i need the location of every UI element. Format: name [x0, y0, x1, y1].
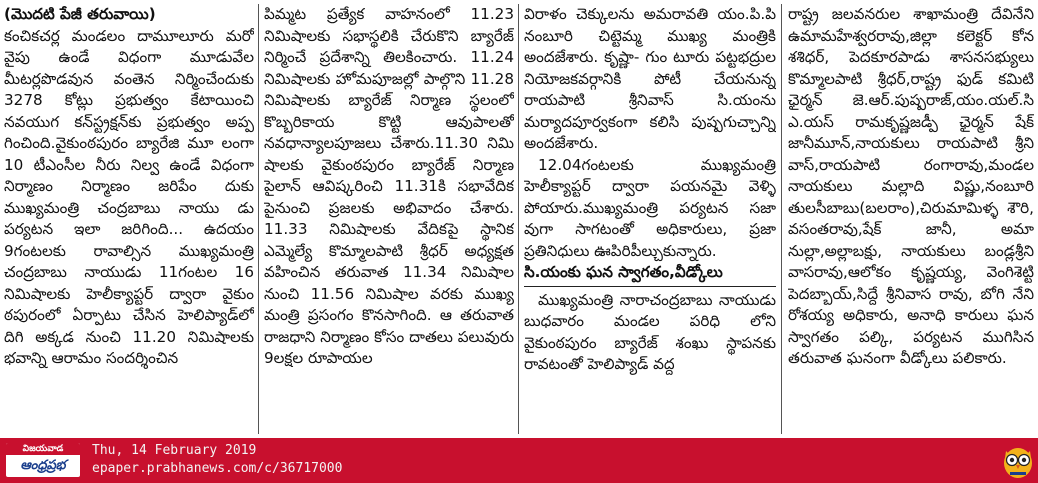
epaper-footer-bar — [0, 438, 1038, 483]
article-paragraph: ముఖ్యమంత్రి నారాచంద్రబాబు నాయుడు బుధవారం మండల పరిధి లోని వైకుంఠపురం బ్యారేజ్ శంఖు స్థాపనకు రావటంతో హెలిప్యాడ్ వద్ద — [524, 290, 776, 373]
article-paragraph: కంచికచర్ల మండలం దామూలూరు మరో వైపు ఉండే విధంగా మూడువేల మీటర్లపొడవున వంతెన నిర్మించేందుకు 3278 కోట్లు ప్రభుత్వం కేటాయించి నవయుగ కన్‌స్ట్రక్షన్‌కు ప్రభుత్వం అప్ప గించింది.వైకుంఠపురం బ్యారేజి మూ లంగా 10 టీఎంసీల నీరు నిల్వ ఉండే విధంగా నిర్మాణం నిర్మాణం జరిపేం దుకు ముఖ్యమంత్రి చంద్రబాబు నాయు డు పర్యటన ఇలా జరిగింది... ఉదయం 9గంటలకు రావాల్సిన ముఖ్యమంత్రి చంద్రబాబు నాయుడు 11గంటల 16 నిమిషాలకు హెలీక్యాప్టర్ ద్వారా వైకుం ఠపురంలో ఏర్పాటు చేసిన హెలిప్యాడ్‌లో దిగి అక్కడ నుంచి 11.20 నిమిషాలకు భవాన్ని ఆరామం సందర్శించిన — [4, 26, 254, 367]
article-column-1 — [4, 4, 254, 436]
logo-city-label: విజయవాడ — [6, 443, 80, 455]
column-divider — [781, 4, 782, 434]
article-paragraph: పిమ్మట ప్రత్యేక వాహనంలో 11.23 నిమిషాలకు సభాస్థలికి చేరుకొని బ్యారేజ్ నిర్మించే ప్రదేశాన్ని తిలకించారు. 11.24 నిమిషాలకు హోమపూజల్లో పాల్గొని 11.28 నిమిషాలకు బ్యారేజ్ నిర్మాణ స్థలంలో కొబ్బరికాయ కొట్టి ఆవుపాలతో నవధాన్యాలపూజలు చేశారు.11.30 నిమి షాలకు వైకుంఠపురం బ్యారేజ్ నిర్మాణ పైలాన్ ఆవిష్కరించి 11.31కి సభావేదిక పైనుంచి ప్రజలకు అభివాదం చేశారు. 11.33 నిమిషాలకు వేదికపై స్థానిక ఎమ్మెల్యే కొమ్మాలపాటి శ్రీధర్ అధ్యక్షత వహించిన తరువాత 11.34 నిమిషాల నుంచి 11.56 నిమిషాల వరకు ముఖ్య మంత్రి ప్రసంగం కొనసాగింది. ఆ తరువాత రాజధాని నిర్మాణం కోసం దాతలు పలువురు 9లక్షల రూపాయల — [264, 5, 514, 367]
section-subheading: సి.యంకు ఘన స్వాగతం,వీడ్కోలు — [524, 262, 776, 287]
epaper-url[interactable]: epaper.prabhanews.com/c/36717000 — [92, 461, 343, 476]
edition-date: Thu, 14 February 2019 — [92, 443, 257, 458]
newspaper-logo[interactable] — [6, 443, 80, 477]
article-column-2 — [264, 4, 514, 436]
article-paragraph: విరాళం చెక్కులను అమరావతి యం.పి.పి నంబూరి చిట్టెమ్మ ముఖ్య మంత్రికి అందజేశారు. కృష్ణా- గుం టూరు పట్టభద్రుల నియోజకవర్గానికి పోటీ చేయనున్న రాయపాటి శ్రీనివాస్ సి.యంను మర్యాదపూర్వకంగా కలిసి పుష్పగుచ్చాన్ని అందజేశారు. — [524, 5, 776, 152]
owl-icon[interactable] — [1001, 443, 1035, 479]
column-divider — [258, 4, 259, 434]
continued-label: (మొదటి పేజీ తరువాయి) — [4, 5, 156, 23]
logo-name: ఆంధ్రప్రభ — [20, 458, 66, 473]
article-column-4 — [788, 4, 1034, 436]
article-paragraph: 12.04గంటలకు ముఖ్యమంత్రి హెలీక్యాప్టర్ ద్వారా పయనమై వెళ్ళి పోయారు.ముఖ్యమంత్రి పర్యటన సజా వుగా సాగటంతో అధికారులు, ప్రజా ప్రతినిధులు ఊపిరిపీల్చుకున్నారు. — [524, 155, 776, 260]
article-paragraph: రాష్ట్ర జలవనరుల శాఖామంత్రి దేవినేని ఉమామహేశ్వరరావు,జిల్లా కలెక్టర్ కోన శశిధర్, పెదకూరపాడు శాసనసభ్యులు కొమ్మాలపాటి శ్రీధర్,రాష్ట్ర ఫుడ్ కమిటి ఛైర్మన్ జె.ఆర్.పుష్పరాజ్,యం.యల్.సి ఎ.యస్ రామకృష్ణజడ్పీ ఛైర్మన్ షేక్ జానీమూన్,నాయకులు రాయపాటి శ్రీని వాస్,రాయపాటి రంగారావు,మండల నాయకులు మల్లాది విష్ణు,నంబూరి తులసీబాబు(బలరాం),చిరుమామిళ్ళ శౌరి, వసంతరావు,షేక్ జానీ, అమా నుల్లా,అల్లాబక్షు, నాయకులు బండ్లశ్రీని వాసరావు,ఆలోకం కృష్ణయ్య, వెంగిశెట్టి పెదబ్బాయ్,సిద్దే శ్రీనివాస రావు, బోగి నేని రోశయ్య అధికారు, అనాధి కారులు ఘన స్వాగతం పల్కి, పర్యటన ముగిసిన తరువాత ఘనంగా వీడ్కోలు పలికారు. — [788, 5, 1034, 367]
article-column-3 — [524, 4, 776, 436]
column-divider — [518, 4, 519, 434]
